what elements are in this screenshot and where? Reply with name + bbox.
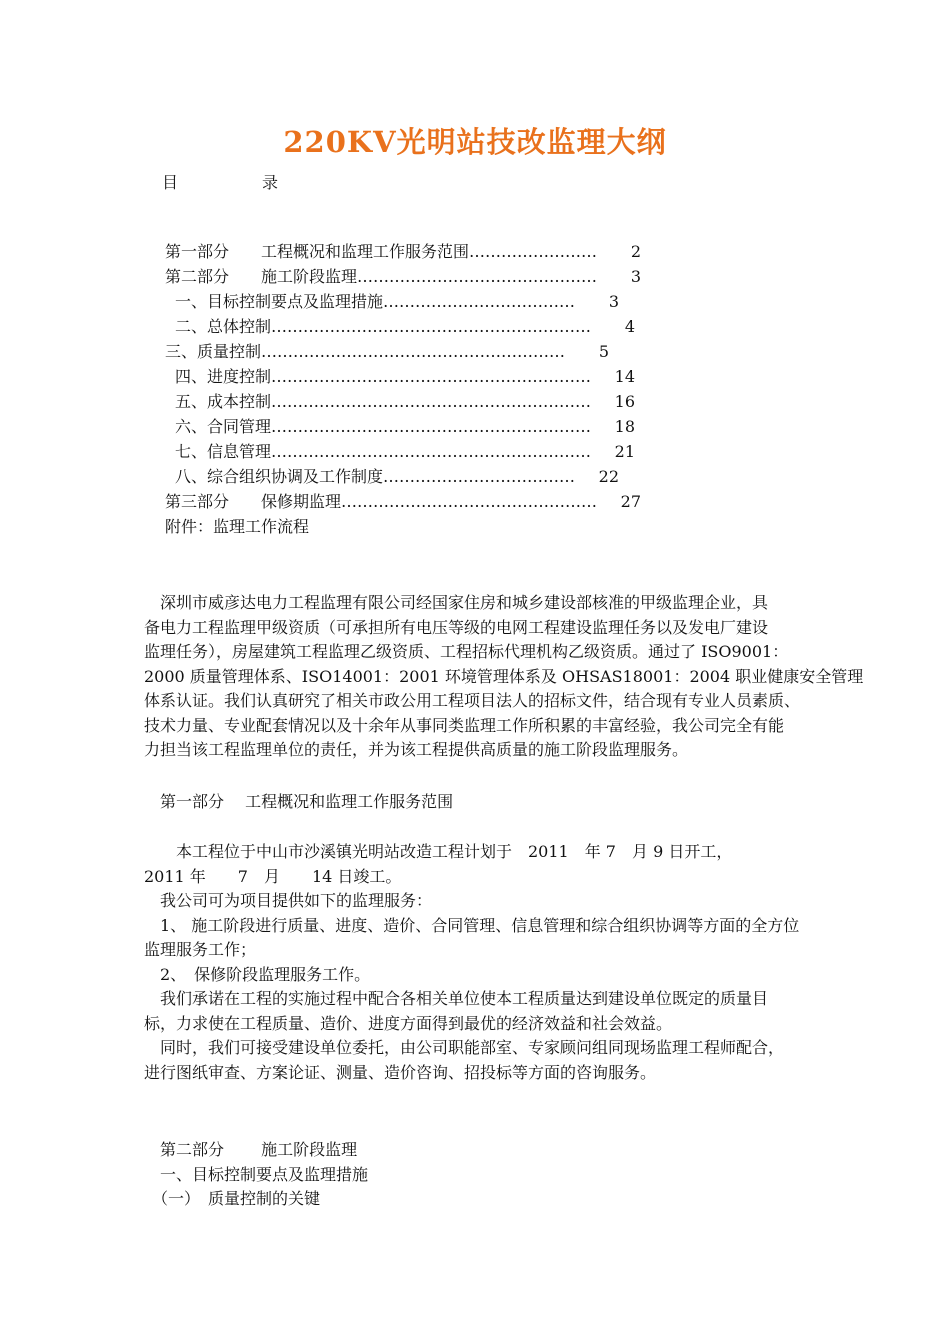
toc-entry-page: 22: [598, 467, 620, 486]
part1-line: 监理服务工作；: [144, 940, 257, 959]
part1-heading: 第一部分 工程概况和监理工作服务范围: [144, 792, 454, 811]
toc-heading-b: 录: [262, 173, 279, 192]
toc-entry: [175, 441, 635, 463]
toc-entry-text: 七、信息管理……………………………………………………: [175, 442, 592, 461]
toc-entry-page: 3: [608, 292, 620, 311]
intro-line: 备电力工程监理甲级资质（可承担所有电压等级的电网工程建设监理任务以及发电厂建设: [144, 617, 769, 637]
toc-entry: [165, 491, 641, 513]
intro-line: 监理任务），房屋建筑工程监理乙级资质、工程招标代理机构乙级资质。通过了 ISO9001：: [144, 642, 789, 661]
intro-line: 力担当该工程监理单位的责任，并为该工程提供高质量的施工阶段监理服务。: [144, 740, 689, 759]
intro-line: 技术力量、专业配套情况以及十余年从事同类监理工作所积累的丰富经验，我公司完全有能: [144, 715, 785, 735]
toc-entry: [175, 416, 635, 438]
toc-entry-page: 4: [624, 317, 636, 336]
part1-line: 2011 年 7 月 14 日竣工。: [144, 866, 402, 886]
toc-entry-text: 二、总体控制……………………………………………………: [175, 317, 592, 336]
part2-heading: 第二部分 施工阶段监理: [144, 1140, 358, 1159]
toc-entry-page: 21: [614, 442, 636, 461]
toc-entry-page: 14: [614, 367, 636, 386]
toc-entry-text: 附件：监理工作流程: [165, 517, 310, 536]
toc-entry-page: 18: [614, 417, 636, 436]
part2-item: （一） 质量控制的关键: [144, 1189, 321, 1208]
toc-entry-page: 27: [620, 492, 642, 511]
toc-entry-page: 2: [630, 242, 642, 261]
part2-subheading: 一、目标控制要点及监理措施: [144, 1164, 369, 1184]
intro-line: 2000 质量管理体系、ISO14001：2001 环境管理体系及 OHSAS18001：2004 职业健康安全管理: [144, 666, 864, 686]
toc-entry-text: 四、进度控制……………………………………………………: [175, 367, 592, 386]
toc-entry-text: 三、质量控制…………………………………………………: [165, 342, 566, 361]
part1-line: 同时，我们可接受建设单位委托，由公司职能部室、专家顾问组同现场监理工程师配合，: [144, 1038, 785, 1057]
toc-entry-text: 五、成本控制……………………………………………………: [175, 392, 592, 411]
part1-line: 我们承诺在工程的实施过程中配合各相关单位使本工程质量达到建设单位既定的质量目: [144, 989, 769, 1008]
toc-entry: [175, 316, 635, 338]
part1-line: 2、 保修阶段监理服务工作。: [144, 964, 371, 984]
part1-line: 本工程位于中山市沙溪镇光明站改造工程计划于 2011 年 7 月 9 日开工，: [144, 842, 733, 861]
toc-entry-text: 第三部分 保修期监理…………………………………………: [165, 492, 598, 511]
toc-entry-page: 5: [598, 342, 610, 361]
part1-line: 进行图纸审查、方案论证、测量、造价咨询、招投标等方面的咨询服务。: [144, 1062, 657, 1082]
toc-entry: [165, 241, 641, 263]
part1-line: 1、 施工阶段进行质量、进度、造价、合同管理、信息管理和综合组织协调等方面的全方位: [144, 915, 800, 935]
part1-line: 标，力求使在工程质量、造价、进度方面得到最优的经济效益和社会效益。: [144, 1013, 673, 1033]
toc-entry-text: 第二部分 施工阶段监理………………………………………: [165, 267, 598, 286]
toc-entry-attachment: [165, 516, 309, 538]
toc-entry: [175, 291, 619, 313]
toc-entry-page: 16: [614, 392, 636, 411]
part1-line: 我公司可为项目提供如下的监理服务：: [144, 891, 433, 910]
toc-entry: [165, 341, 609, 363]
toc-entry-text: 第一部分 工程概况和监理工作服务范围……………………: [165, 242, 598, 261]
toc-entry-page: 3: [630, 267, 642, 286]
toc-entry: [165, 266, 641, 288]
toc-heading: [162, 170, 278, 193]
toc-entry-text: 六、合同管理……………………………………………………: [175, 417, 592, 436]
intro-line: 深圳市威彦达电力工程监理有限公司经国家住房和城乡建设部核准的甲级监理企业，具: [144, 593, 769, 612]
toc-entry-text: 一、目标控制要点及监理措施………………………………: [175, 292, 576, 311]
toc-entry: [175, 466, 619, 488]
toc-entry-text: 八、综合组织协调及工作制度………………………………: [175, 467, 576, 486]
toc-entry: [175, 391, 635, 413]
document-title: 220KV光明站技改监理大纲: [283, 125, 667, 159]
toc-heading-a: 目: [162, 173, 179, 192]
intro-line: 体系认证。我们认真研究了相关市政公用工程项目法人的招标文件，结合现有专业人员素质、: [144, 691, 801, 710]
toc-entry: [175, 366, 635, 388]
